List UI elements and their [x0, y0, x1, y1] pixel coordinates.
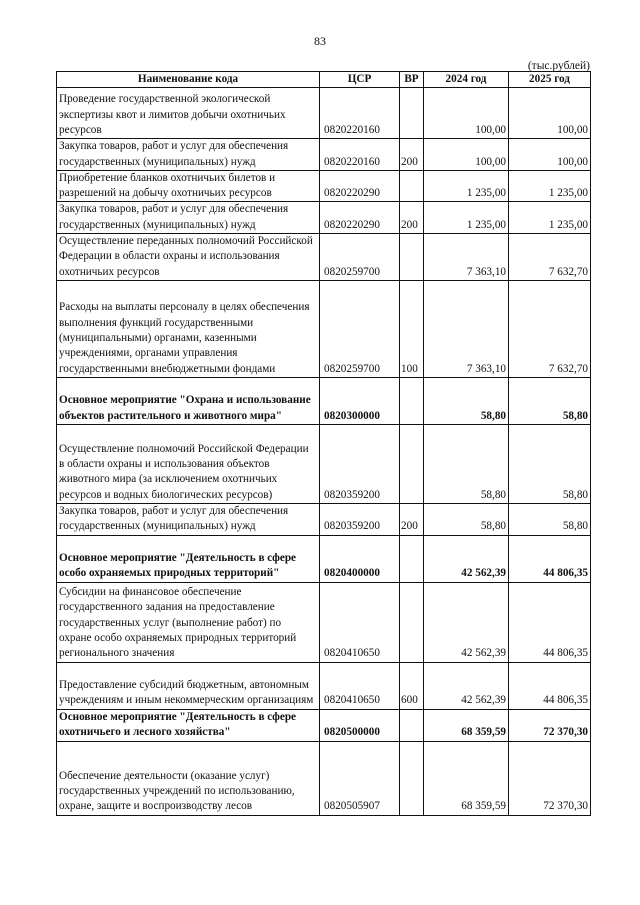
row-name-cell: Предоставление субсидий бюджетным, автономным учреждениям и иным некоммерческим организациям — [57, 662, 320, 709]
row-csr-cell: 0820220290 — [320, 202, 400, 234]
row-vr-cell: 600 — [400, 662, 424, 709]
row-vr-cell — [400, 741, 424, 815]
table-header-row — [57, 72, 591, 88]
row-vr-cell: 100 — [400, 280, 424, 377]
table-row — [57, 741, 591, 815]
row-vr-cell: 200 — [400, 139, 424, 171]
row-name-cell: Осуществление переданных полномочий Российской Федерации в области охраны и использования охотничьих ресурсов — [57, 234, 320, 281]
header-csr: ЦСР — [320, 72, 400, 88]
row-2024-cell: 68 359,59 — [424, 741, 509, 815]
row-csr-cell: 0820410650 — [320, 582, 400, 662]
row-2025-cell: 100,00 — [509, 139, 591, 171]
header-2024: 2024 год — [424, 72, 509, 88]
table-row — [57, 170, 591, 202]
table-row — [57, 280, 591, 377]
row-vr-cell — [400, 88, 424, 139]
row-csr-cell: 0820300000 — [320, 377, 400, 424]
row-2024-cell: 100,00 — [424, 88, 509, 139]
row-csr-cell: 0820220160 — [320, 88, 400, 139]
row-2024-cell: 42 562,39 — [424, 582, 509, 662]
row-name-cell: Проведение государственной экологической экспертизы квот и лимитов добычи охотничьих ресурсов — [57, 88, 320, 139]
row-2024-cell: 58,80 — [424, 377, 509, 424]
row-name-cell: Закупка товаров, работ и услуг для обеспечения государственных (муниципальных) нужд — [57, 202, 320, 234]
row-2024-cell: 42 562,39 — [424, 535, 509, 582]
table-row — [57, 709, 591, 741]
row-2024-cell: 1 235,00 — [424, 170, 509, 202]
row-2024-cell: 68 359,59 — [424, 709, 509, 741]
row-2024-cell: 7 363,10 — [424, 234, 509, 281]
row-name-cell: Основное мероприятие "Деятельность в сфере особо охраняемых природных территорий" — [57, 535, 320, 582]
row-csr-cell: 0820500000 — [320, 709, 400, 741]
row-2024-cell: 7 363,10 — [424, 280, 509, 377]
row-vr-cell: 200 — [400, 503, 424, 535]
row-2025-cell: 7 632,70 — [509, 280, 591, 377]
row-2024-cell: 100,00 — [424, 139, 509, 171]
row-csr-cell: 0820259700 — [320, 234, 400, 281]
row-csr-cell: 0820410650 — [320, 662, 400, 709]
row-vr-cell — [400, 535, 424, 582]
row-name-cell: Закупка товаров, работ и услуг для обеспечения государственных (муниципальных) нужд — [57, 503, 320, 535]
row-vr-cell — [400, 582, 424, 662]
row-2024-cell: 58,80 — [424, 503, 509, 535]
table-row — [57, 377, 591, 424]
row-vr-cell — [400, 170, 424, 202]
row-2025-cell: 58,80 — [509, 503, 591, 535]
row-2024-cell: 1 235,00 — [424, 202, 509, 234]
row-csr-cell: 0820400000 — [320, 535, 400, 582]
row-name-cell: Расходы на выплаты персоналу в целях обеспечения выполнения функций государственными (муниципальными) органами, казенными учреждениями, органами управления государственными внебюджетными фондами — [57, 280, 320, 377]
row-2025-cell: 44 806,35 — [509, 582, 591, 662]
table-row — [57, 139, 591, 171]
row-2025-cell: 72 370,30 — [509, 709, 591, 741]
row-vr-cell — [400, 377, 424, 424]
row-name-cell: Осуществление полномочий Российской Федерации в области охраны и использования объектов животного мира (за исключением охотничьих ресурсов и водных биологических ресурсов) — [57, 424, 320, 503]
header-name: Наименование кода — [57, 72, 320, 88]
row-csr-cell: 0820220290 — [320, 170, 400, 202]
row-name-cell: Основное мероприятие "Охрана и использование объектов растительного и животного мира" — [57, 377, 320, 424]
table-row — [57, 88, 591, 139]
row-name-cell: Обеспечение деятельности (оказание услуг) государственных учреждений по использованию, охране, защите и воспроизводству лесов — [57, 741, 320, 815]
row-name-cell: Приобретение бланков охотничьих билетов и разрешений на добычу охотничьих ресурсов — [57, 170, 320, 202]
row-2025-cell: 58,80 — [509, 424, 591, 503]
row-vr-cell — [400, 234, 424, 281]
row-2025-cell: 1 235,00 — [509, 170, 591, 202]
row-csr-cell: 0820505907 — [320, 741, 400, 815]
table-row — [57, 424, 591, 503]
row-2025-cell: 58,80 — [509, 377, 591, 424]
header-2025: 2025 год — [509, 72, 591, 88]
row-2025-cell: 7 632,70 — [509, 234, 591, 281]
table-row — [57, 202, 591, 234]
row-vr-cell — [400, 709, 424, 741]
units-label: (тыс.рублей) — [527, 60, 590, 72]
table-row — [57, 535, 591, 582]
table-row — [57, 662, 591, 709]
row-name-cell: Основное мероприятие "Деятельность в сфере охотничьего и лесного хозяйства" — [57, 709, 320, 741]
row-csr-cell: 0820359200 — [320, 503, 400, 535]
page-number: 83 — [314, 34, 326, 48]
table-row — [57, 582, 591, 662]
row-vr-cell: 200 — [400, 202, 424, 234]
row-2025-cell: 1 235,00 — [509, 202, 591, 234]
row-2025-cell: 100,00 — [509, 88, 591, 139]
row-2024-cell: 42 562,39 — [424, 662, 509, 709]
row-2025-cell: 44 806,35 — [509, 535, 591, 582]
row-csr-cell: 0820220160 — [320, 139, 400, 171]
row-2025-cell: 72 370,30 — [509, 741, 591, 815]
table-row — [57, 503, 591, 535]
row-name-cell: Закупка товаров, работ и услуг для обеспечения государственных (муниципальных) нужд — [57, 139, 320, 171]
budget-table — [56, 71, 591, 816]
header-vr: ВР — [400, 72, 424, 88]
row-csr-cell: 0820259700 — [320, 280, 400, 377]
row-2025-cell: 44 806,35 — [509, 662, 591, 709]
row-csr-cell: 0820359200 — [320, 424, 400, 503]
table-row — [57, 234, 591, 281]
row-2024-cell: 58,80 — [424, 424, 509, 503]
row-name-cell: Субсидии на финансовое обеспечение государственного задания на предоставление государственных услуг (выполнение работ) по охране особо охраняемых природных территорий регионального значения — [57, 582, 320, 662]
row-vr-cell — [400, 424, 424, 503]
